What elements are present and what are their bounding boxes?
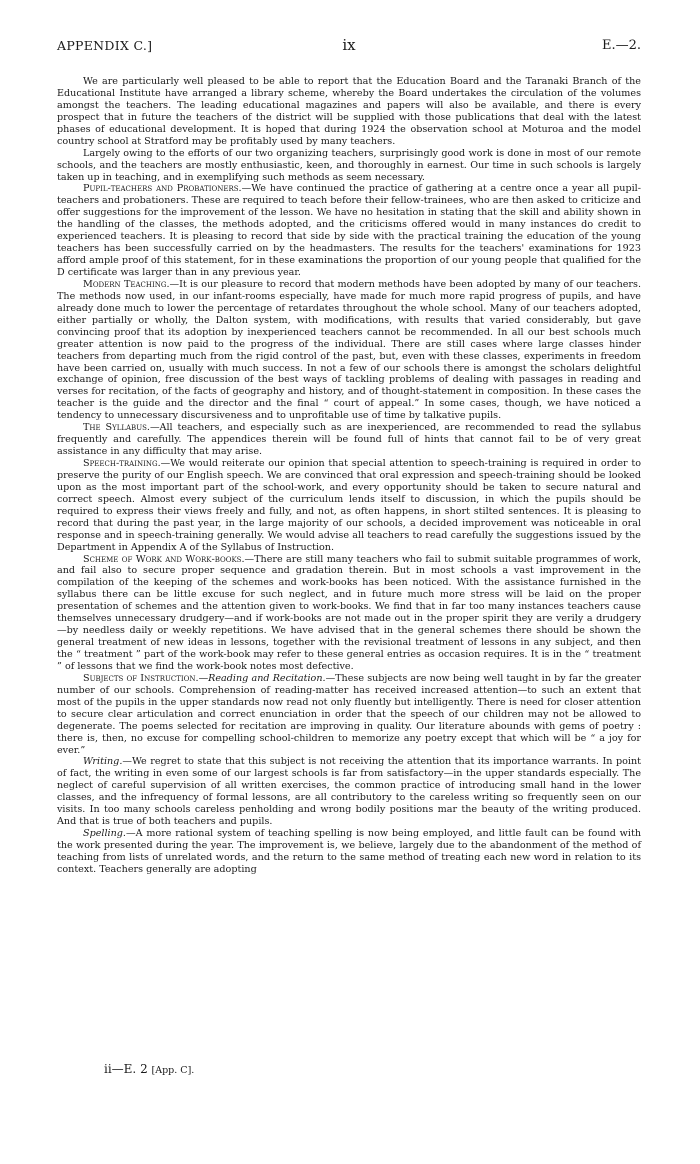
paragraph-text: —All teachers, and especially such as are inexperienced, are recommended to read the syllabus frequently and carefully. The appendices therein will be found full of hints that cannot fail to be of very great assistance in any difficulty that may arise. [57,422,641,458]
paragraph [57,756,641,828]
subsection-heading: Spelling. [83,828,126,840]
footer-reference: [App. C]. [151,1065,195,1076]
paragraph-text: —These subjects are now being well taught in by far the greater number of our schools. Comprehension of reading-matter has received increased attention—to such an extent that most of the pupils in the upper standards now read not only fluently but intelligently. There is need for closer attention to secure clear articulation and correct enunciation in order that the speech of our children may not be allowed to degenerate. The poems selected for recitation are improving in quality. Our literature abounds with gems of poetry : there is, then, no excuse for compelling school-children to memorize any poetry except that which will be “ a joy for ever.” [57,672,641,756]
paragraph-text: —We regret to state that this subject is not receiving the attention that its importance warrants. In point of fact, the writing in even some of our largest schools is far from satisfactory—in the upper standards especially. The neglect of careful supervision of all written exercises, the common practice of introducing small hand in the lower classes, and the infrequency of formal lessons, are all contributory to the careless writing so frequently seen on our visits. In too many schools careless penholding and wrong bodily positions mar the beauty of the writing produced. And that is true of both teachers and pupils. [57,756,641,828]
paragraph [57,422,641,458]
page-footer [104,1062,194,1076]
paragraph [57,183,641,279]
paragraph-text: —There are still many teachers who fail to submit suitable programmes of work, and fail also to secure proper sequence and gradation therein. But in most schools a vast improvement in the compilation of the keeping of the schemes and work-books has been noticed. With the assistance furnished in the syllabus there can be little excuse for such neglect, and in future much more stress will be laid on the proper presentation of schemes and the attention given to work-books. We find that in far too many instances teachers cause themselves unnecessary drudgery—and if work-books are not made out in the proper spirit they are verily a drudgery—by needless daily or weekly repetitions. We have advised that in the general schemes there should be shown the general treatment of new ideas in lessons, together with the revisional treatment of lessons in any subject, and then the “ treatment ” part of the work-book may refer to these general entries as occasion requires. It is in the “ treatment ” of lessons that we find the work-book notes most defective. [57,553,641,672]
page-header [57,38,641,58]
report-body [57,76,641,876]
paragraph-text: —It is our pleasure to record that modern methods have been adopted by many of our teachers. The methods now used, in our infant-rooms especially, have made for much more rapid progress of pupils, and have already done much to lower the percentage of retardates throughout the whole school. Many of our teachers adopted, either partially or wholly, the Dalton system, with modifications, with results that varied considerably, but gave convincing proof that its adoption by inexperienced teachers cannot be recommended. In all our best schools much greater attention is now paid to the progress of the individual. There are still cases where large classes hinder teachers from departing much from the rigid control of the past, but, even with these classes, experiments in freedom have been carried on, usually with much success. In not a few of our schools there is amongst the scholars delightful exchange of opinion, free discussion of the best ways of tackling problems of dealing with passages in reading and verses for recitation, of the facts of geography and history, and of thought-statement in composition. In these cases the teacher is the guide and the director and the final “ court of appeal.” In some cases, though, we have noticed a tendency to unnecessary discursiveness and to unprofitable use of time by talkative pupils. [57,278,641,422]
paragraph [57,148,641,184]
footer-signature: ii—E. 2 [104,1062,148,1076]
paragraph [57,554,641,673]
page-number: ix [342,36,356,54]
section-heading: Subjects of Instruction. [83,672,199,684]
subsection-heading: —Reading and Recitation. [198,672,326,684]
paragraph [57,673,641,757]
section-heading: Modern Teaching. [83,278,170,290]
document-code: E.—2. [601,38,641,53]
section-heading: Pupil-teachers and Probationers. [83,183,242,195]
paragraph [57,279,641,422]
paragraph [57,458,641,554]
paragraph-text: —We have continued the practice of gathering at a centre once a year all pupil-teachers and probationers. These are required to teach before their fellow-trainees, who are then asked to criticize and offer suggestions for the improvement of the lesson. We have no hesitation in stating that the skill and ability shown in the handling of the classes, the methods adopted, and the criticisms offered would in many instances do credit to experienced teachers. It is pleasing to record that side by side with the practical training the education of the young teachers has been successfully carried on by the headmasters. The results for the teachers' examinations for 1923 afford ample proof of this statement, for in these examinations the proportion of our young people that qualified for the D certificate was larger than in any previous year. [57,183,641,278]
section-heading: Speech-training. [83,458,161,469]
paragraph-text: We are particularly well pleased to be able to report that the Education Board and the Taranaki Branch of the Educational Institute have arranged a library scheme, whereby the Board undertakes the circulation of the volumes amongst the teachers. The leading educational magazines and papers will also be available, and there is every prospect that in future the teachers of the district will be supplied with those publications that deal with the latest phases of educational development. It is hoped that during 1924 the observation school at Moturoa and the model country school at Stratford may be profitably used by many teachers. [57,76,641,147]
paragraph [57,828,641,876]
paragraph-text: Largely owing to the efforts of our two organizing teachers, surprisingly good work is done in most of our remote schools, and the teachers are mostly enthusiastic, keen, and thoroughly in earnest. Our time in such schools is largely taken up in teaching, and in exemplifying such methods as seem necessary. [57,147,641,183]
paragraph [57,76,641,148]
subsection-heading: Writing. [83,756,123,768]
paragraph-text: —A more rational system of teaching spelling is now being employed, and little fault can be found with the work presented during the year. The improvement is, we believe, largely due to the abandonment of the method of teaching from lists of unrelated words, and the return to the same method of treating each new word in relation to its context. Teachers generally are adopting [57,828,641,875]
section-heading: The Syllabus. [83,422,150,434]
header-appendix-label: APPENDIX C.] [57,38,153,53]
paragraph-text: —We would reiterate our opinion that special attention to speech-training is required in order to preserve the purity of our English speech. We are convinced that oral expression and speech-training should be looked upon as the most important part of the school-work, and every opportunity should be taken to secure natural and correct speech. Almost every subject of the curriculum lends itself to discussion, in which the pupils should be required to express their views freely and fully, and not, as often happens, in short stilted sentences. It is pleasing to record that during the past year, in the large majority of our schools, a decided improvement was noticeable in oral response and in speech-training generally. We would advise all teachers to read carefully the suggestions issued by the Department in Appendix A of the Syllabus of Instruction. [57,458,641,553]
section-heading: Scheme of Work and Work-books. [83,553,245,565]
